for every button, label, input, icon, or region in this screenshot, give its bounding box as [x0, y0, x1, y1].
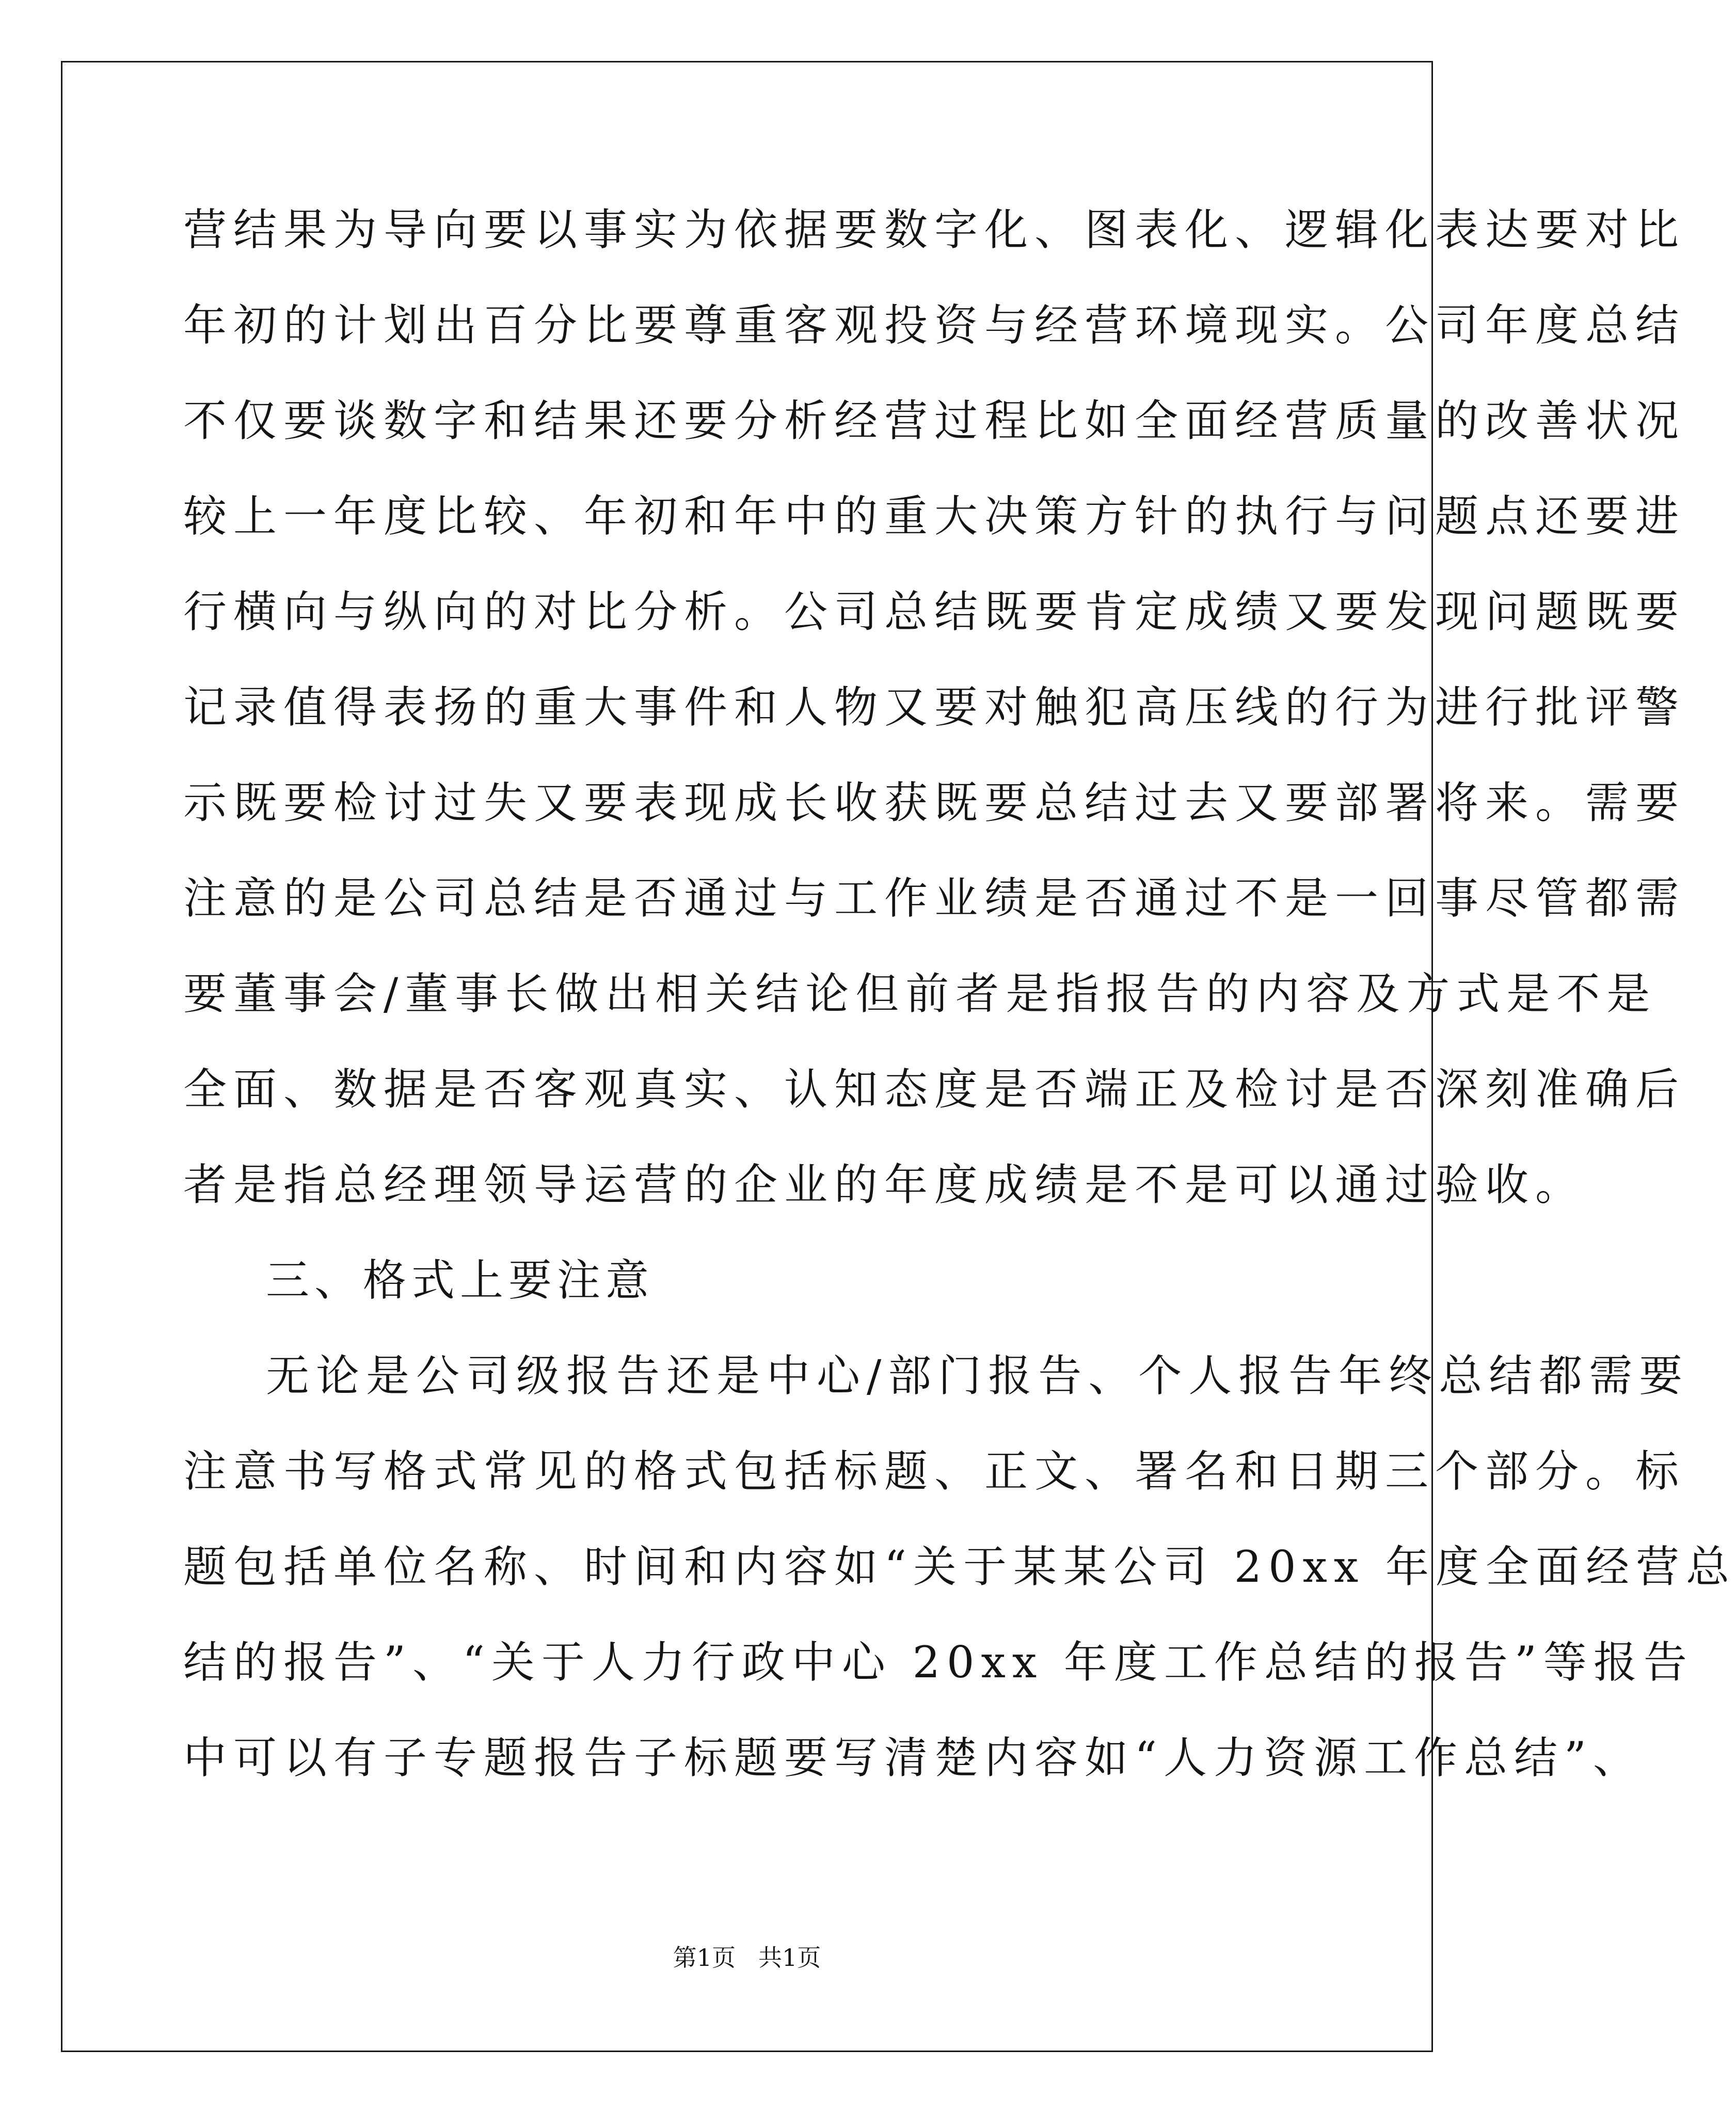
- text-line: 结的报告”、“关于人力行政中心 20xx 年度工作总结的报告”等报告: [183, 1637, 1694, 1688]
- text-line: 年初的计划出百分比要尊重客观投资与经营环境现实。公司年度总结: [183, 300, 1686, 351]
- section-heading: 三、格式上要注意: [266, 1255, 655, 1306]
- text-line: 示既要检讨过失又要表现成长收获既要总结过去又要部署将来。需要: [183, 777, 1686, 828]
- text-line: 无论是公司级报告还是中心/部门报告、个人报告年终总结都需要: [266, 1351, 1690, 1401]
- page-number-current: 第1页: [673, 1944, 736, 1972]
- text-line: 全面、数据是否客观真实、认知态度是否端正及检讨是否深刻准确后: [183, 1064, 1686, 1115]
- text-line: 营结果为导向要以事实为依据要数字化、图表化、逻辑化表达要对比: [183, 204, 1686, 255]
- text-line: 题包括单位名称、时间和内容如“关于某某公司 20xx 年度全面经营总: [183, 1542, 1736, 1592]
- text-line: 行横向与纵向的对比分析。公司总结既要肯定成绩又要发现问题既要: [183, 586, 1686, 637]
- text-line: 注意书写格式常见的格式包括标题、正文、署名和日期三个部分。标: [183, 1446, 1686, 1497]
- text-line: 不仅要谈数字和结果还要分析经营过程比如全面经营质量的改善状况: [183, 395, 1686, 446]
- text-line: 较上一年度比较、年初和年中的重大决策方针的执行与问题点还要进: [183, 491, 1686, 542]
- text-line: 者是指总经理领导运营的企业的年度成绩是不是可以通过验收。: [183, 1159, 1586, 1210]
- page-footer: [0, 1943, 1494, 1972]
- text-line: 记录值得表扬的重大事件和人物又要对触犯高压线的行为进行批评警: [183, 682, 1686, 733]
- page-number-total: 共1页: [758, 1944, 821, 1972]
- text-line: 要董事会/董事长做出相关结论但前者是指报告的内容及方式是不是: [183, 968, 1657, 1019]
- document-body: [183, 204, 1736, 1828]
- text-line: 中可以有子专题报告子标题要写清楚内容如“人力资源工作总结”、: [183, 1733, 1643, 1783]
- text-line: 注意的是公司总结是否通过与工作业绩是否通过不是一回事尽管都需: [183, 873, 1686, 924]
